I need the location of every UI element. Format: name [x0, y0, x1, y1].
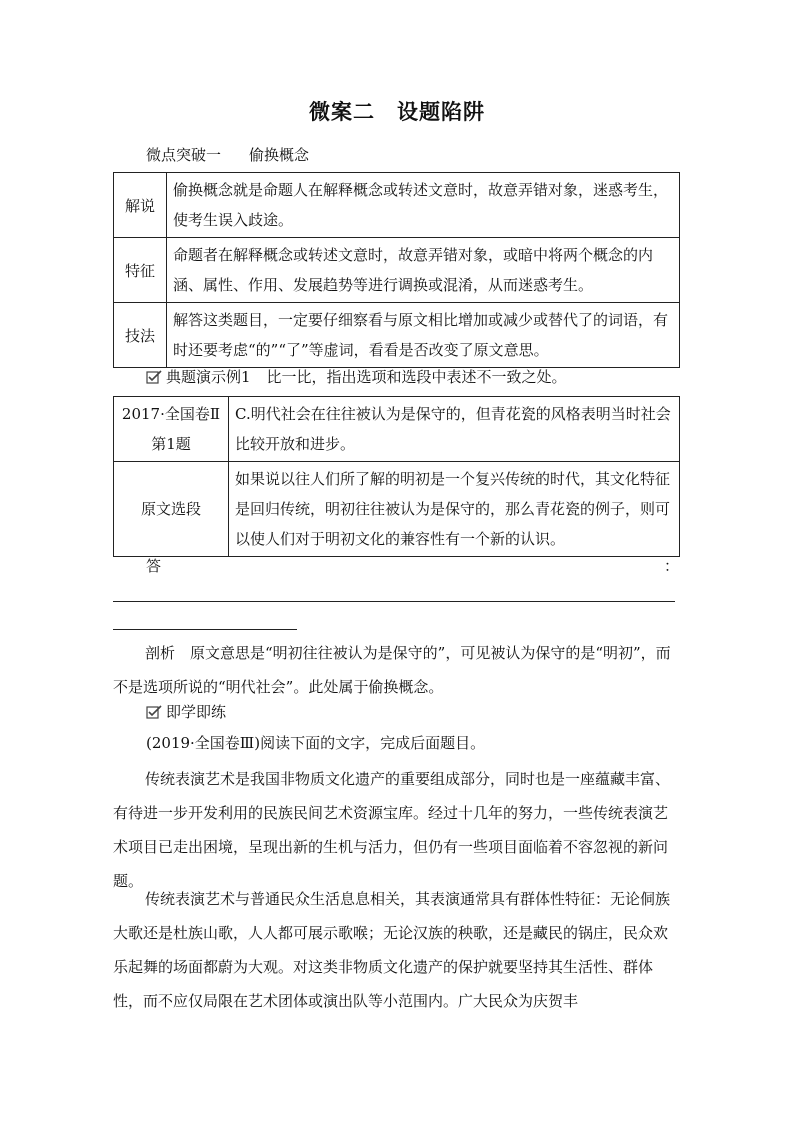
answer-colon: ： — [664, 557, 680, 575]
practice-source: (2019·全国卷Ⅲ)阅读下面的文字，完成后面题目。 — [146, 734, 486, 752]
analysis-paragraph: 剖析 原文意思是“明初往往被认为是保守的”，可见被认为保守的是“明初”，而不是选项所说的“明代社会”。此处属于偷换概念。 — [113, 644, 671, 696]
row-text: C.明代社会在往往被认为是保守的，但青花瓷的风格表明当时社会比较开放和进步。 — [229, 397, 680, 462]
section-subtitle — [146, 144, 309, 165]
answer-line[interactable] — [113, 601, 675, 602]
practice-label: 即学即练 — [166, 703, 227, 721]
page-title: 微案二 设题陷阱 — [309, 99, 485, 124]
row-label: 技法 — [114, 303, 167, 368]
row-label: 原文选段 — [114, 462, 229, 557]
subtitle-topic: 偷换概念 — [249, 146, 310, 164]
row-text: 命题者在解释概念或转述文意时，故意弄错对象，或暗中将两个概念的内涵、属性、作用、发展趋势等进行调换或混淆，从而迷惑考生。 — [167, 238, 680, 303]
practice-heading — [146, 701, 226, 722]
row-label: 特征 — [114, 238, 167, 303]
table-row — [114, 238, 680, 303]
row-text: 如果说以往人们所了解的明初是一个复兴传统的时代，其文化特征是回归传统，明初往往被认为是保守的，那么青花瓷的例子，则可以使人们对于明初文化的兼容性有一个新的认识。 — [229, 462, 680, 557]
row-label-line1: 2017·全国卷Ⅱ — [121, 405, 221, 423]
checkbox-check-icon — [146, 370, 162, 384]
reading-paragraph-1: 传统表演艺术是我国非物质文化遗产的重要组成部分，同时也是一座蕴藏丰富、有待进一步开发利用的民族民间艺术资源宝库。经过十几年的努力，一些传统表演艺术项目已走出困境，呈现出新的生机与活力，但仍有一些项目面临着不容忽视的新问题。 — [113, 770, 671, 890]
table-row — [114, 462, 680, 557]
example-table — [113, 396, 680, 557]
subtitle-label: 微点突破一 — [146, 146, 222, 164]
example-heading — [146, 366, 567, 387]
row-label — [114, 397, 229, 462]
row-text: 解答这类题目，一定要仔细察看与原文相比增加或减少或替代了的词语，有时还要考虑“的”“了”等虚词，看看是否改变了原文意思。 — [167, 303, 680, 368]
table-row — [114, 397, 680, 462]
row-label: 解说 — [114, 173, 167, 238]
checkbox-check-icon — [146, 705, 162, 719]
concept-table — [113, 172, 680, 368]
table-row — [114, 173, 680, 238]
table-row — [114, 303, 680, 368]
example-instruction: 比一比，指出选项和选段中表述不一致之处。 — [266, 368, 567, 386]
answer-line-short[interactable] — [113, 629, 297, 630]
reading-paragraph-2: 传统表演艺术与普通民众生活息息相关，其表演通常具有群体性特征：无论侗族大歌还是杜族山歌，人人都可展示歌喉；无论汉族的秧歌，还是藏民的锅庄，民众欢乐起舞的场面都蔚为大观。对这类非物质文化遗产的保护就要坚持其生活性、群体性，而不应仅局限在艺术团体或演出队等小范围内。广大民众为庆贺丰 — [113, 890, 671, 1010]
answer-label: 答 — [146, 557, 162, 575]
example-label: 典题演示例1 — [166, 368, 251, 386]
row-label-line2: 第1题 — [151, 435, 191, 453]
row-text: 偷换概念就是命题人在解释概念或转述文意时，故意弄错对象，迷惑考生，使考生误入歧途。 — [167, 173, 680, 238]
